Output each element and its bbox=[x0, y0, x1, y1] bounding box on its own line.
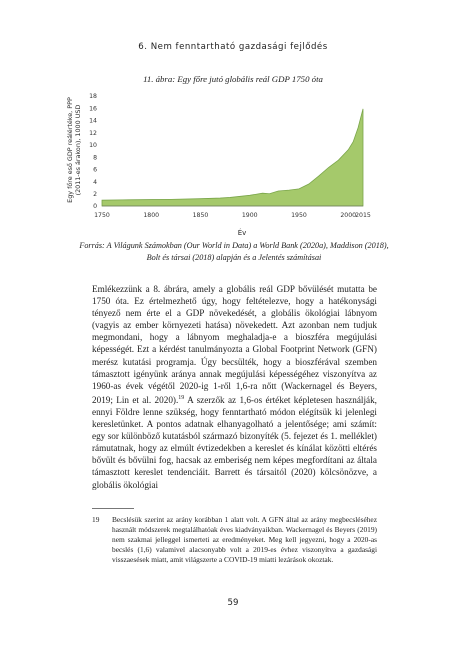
y-tick-label: 14 bbox=[89, 117, 97, 125]
y-tick-label: 4 bbox=[93, 178, 97, 186]
y-tick-label: 6 bbox=[93, 166, 97, 174]
footnote-text: Becslésük szerint az arány korábban 1 alatt volt. A GFN által az arány megbecsléséhez használt módszerek megtalálhatóak éves kiadványaikban. Wackernagel és Beyers (2019) nem szakmai jelleggel ismerteti az eredményeket. Meg kell jegyezni, hogy a 2020-as becslés (1,6) valamivel alacsonyabb volt a 2019-es évhez viszonyítva a gazdasági visszaesések miatt, amit világszerte a COVID-19 miatti lezárások okoztak. bbox=[112, 515, 377, 564]
y-tick-labels bbox=[89, 93, 97, 210]
y-axis-label-line2: (2011-es árakon), 1000 USD bbox=[74, 104, 82, 196]
x-tick-label: 1850 bbox=[192, 212, 209, 219]
footnote-reference: 19 bbox=[178, 394, 185, 401]
x-tick-label: 1750 bbox=[94, 212, 110, 219]
x-tick-labels bbox=[94, 212, 371, 219]
footnote bbox=[92, 515, 377, 565]
footnote-number: 19 bbox=[92, 515, 100, 524]
x-axis-label: Év bbox=[237, 229, 247, 236]
y-tick-label: 2 bbox=[93, 190, 97, 198]
figure-caption: 11. ábra: Egy főre jutó globális reál GDP 1750 óta bbox=[143, 74, 323, 84]
figure-source: Forrás: A Világunk Számokban (Our World in Data) a World Bank (2020a), Maddison (2018), Bolt és társai (2018) alapján és a Jelentés számításai bbox=[79, 241, 389, 262]
x-tick-label: 2015 bbox=[355, 212, 371, 219]
y-tick-label: 12 bbox=[89, 129, 97, 137]
y-tick-label: 0 bbox=[93, 203, 97, 211]
running-header: 6. Nem fenntartható gazdasági fejlődés bbox=[138, 42, 328, 52]
y-tick-label: 16 bbox=[89, 105, 97, 113]
x-tick-label: 1900 bbox=[241, 212, 258, 219]
y-tick-label: 10 bbox=[89, 142, 97, 150]
body-text-part1: Emlékezzünk a 8. ábrára, amely a globális reál GDP bővülését mutatta be 1750 óta. Ez értelmezhető úgy, hogy feltételezve, hogy a hatékonysági tényező nem érte el a GDP növekedését, a globális ökológiai lábnyom (vagyis az ember környezeti hatása) növekedett. Azt azonban nem tudjuk megmondani, hogy a lábnyom meghaladja-e a bioszféra megújulási képességét. Ezt a kérdést tanulmányozta a Global Footprint Network (GFN) merész kutatási programja. Úgy becsülték, hogy a bioszférával szemben támasztott igényünk aránya annak megújulási képességéhez viszonyítva az 1960-as évek végétől 2020-ig 1-ről 1,6-ra nőtt (Wackernagel és Beyers, 2019; Lin et al. 2020). bbox=[92, 284, 377, 405]
body-paragraph bbox=[92, 283, 377, 491]
page-number: 59 bbox=[227, 598, 239, 608]
x-tick-label: 1800 bbox=[143, 212, 160, 219]
body-text-part2: A szerzők az 1,6-os értéket képletesen használják, ennyi Földre lenne szükség, hogy fenntartható módon elégítsük ki jelenlegi keresletünket. A pontos adatnak elhanyagolható a jelentősége; ami számít: egy sor különböző kutatásból származó bizonyíték (5. fejezet és 1. melléklet) rámutatnak, hogy az elmúlt évtizedekben a kereslet és kínálat közötti eltérés bővült és bővülni fog, hacsak az emberiség nem képes megfordítani az általa támasztott kereslet tendenciáit. Barrett és társaitól (2020) kölcsönözve, a globális ökológiai bbox=[92, 394, 377, 490]
x-tick-label: 2000 bbox=[340, 212, 357, 219]
gdp-per-capita-chart bbox=[60, 88, 380, 236]
y-tick-label: 8 bbox=[93, 154, 97, 162]
y-axis-label-line1: Egy főre eső GDP reálértéke, PPP bbox=[66, 97, 74, 203]
footnote-divider bbox=[92, 508, 134, 509]
x-tick-label: 1950 bbox=[291, 212, 307, 219]
gdp-area-fill bbox=[102, 109, 363, 206]
y-tick-label: 18 bbox=[89, 93, 97, 101]
